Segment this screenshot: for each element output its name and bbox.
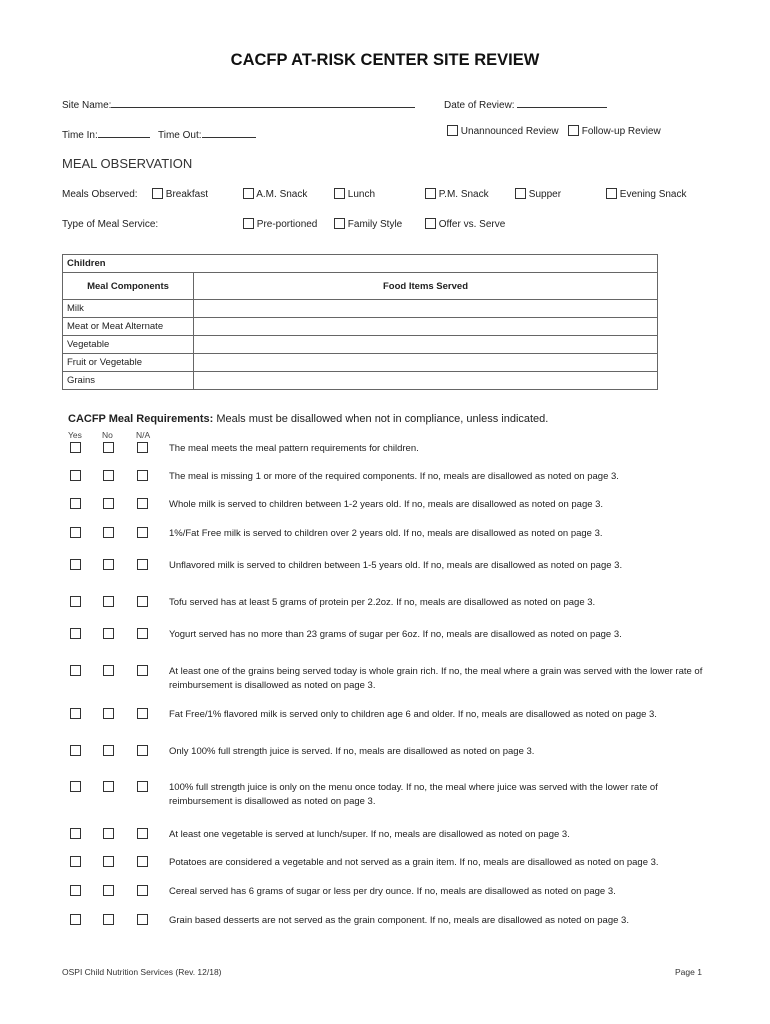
na-checkbox[interactable] <box>137 527 148 538</box>
time-out-label: Time Out: <box>158 130 202 141</box>
date-label: Date of Review: <box>444 100 515 111</box>
meal-option-supper[interactable] <box>515 188 561 200</box>
date-field[interactable] <box>444 96 607 111</box>
requirement-text: At least one vegetable is served at lunch/super. If no, meals are disallowed as noted on page 3. <box>169 829 570 840</box>
yes-checkbox[interactable] <box>70 856 81 867</box>
time-in-line[interactable] <box>98 126 150 138</box>
food-item-cell[interactable] <box>194 336 658 354</box>
lunch-checkbox[interactable] <box>334 188 345 199</box>
component-cell: Fruit or Vegetable <box>63 354 194 372</box>
requirement-text: 1%/Fat Free milk is served to children over 2 years old. If no, meals are disallowed as noted on page 3. <box>169 528 603 539</box>
no-checkbox[interactable] <box>103 596 114 607</box>
pm-snack-checkbox[interactable] <box>425 188 436 199</box>
no-checkbox[interactable] <box>103 885 114 896</box>
yes-checkbox[interactable] <box>70 498 81 509</box>
meal-label: A.M. Snack <box>256 189 308 200</box>
na-checkbox[interactable] <box>137 498 148 509</box>
na-column-label: N/A <box>136 430 151 440</box>
table-row <box>63 354 658 372</box>
requirement-text: Fat Free/1% flavored milk is served only to children age 6 and older. If no, meals are disallowed as noted on page 3. <box>169 709 657 720</box>
meal-label: Evening Snack <box>619 189 687 200</box>
meal-option-lunch[interactable] <box>334 188 375 200</box>
evening-snack-checkbox[interactable] <box>606 188 617 199</box>
time-out-field[interactable] <box>158 126 256 141</box>
component-cell: Milk <box>63 300 194 318</box>
service-option-pre-portioned[interactable] <box>243 218 317 230</box>
yes-checkbox[interactable] <box>70 442 81 453</box>
component-cell: Grains <box>63 372 194 390</box>
na-checkbox[interactable] <box>137 442 148 453</box>
na-checkbox[interactable] <box>137 745 148 756</box>
yes-checkbox[interactable] <box>70 828 81 839</box>
requirements-heading-rest: Meals must be disallowed when not in compliance, unless indicated. <box>213 413 549 425</box>
no-column-label: No <box>102 430 113 440</box>
unannounced-label: Unannounced Review <box>460 126 559 137</box>
site-name-line[interactable] <box>111 96 415 108</box>
na-checkbox[interactable] <box>137 470 148 481</box>
service-type-label: Type of Meal Service: <box>62 219 159 230</box>
yes-checkbox[interactable] <box>70 527 81 538</box>
na-checkbox[interactable] <box>137 914 148 925</box>
requirement-text: Yogurt served has no more than 23 grams of sugar per 6oz. If no, meals are disallowed as noted on page 3. <box>169 629 622 640</box>
requirements-heading-bold: CACFP Meal Requirements: <box>68 413 214 425</box>
yes-checkbox[interactable] <box>70 745 81 756</box>
food-item-cell[interactable] <box>194 354 658 372</box>
yes-checkbox[interactable] <box>70 914 81 925</box>
table-row <box>63 300 658 318</box>
offer-vs-serve-checkbox[interactable] <box>425 218 436 229</box>
yes-checkbox[interactable] <box>70 781 81 792</box>
requirements-heading <box>68 413 548 425</box>
yes-checkbox[interactable] <box>70 628 81 639</box>
na-checkbox[interactable] <box>137 559 148 570</box>
no-checkbox[interactable] <box>103 628 114 639</box>
followup-option[interactable] <box>568 125 661 137</box>
meal-label: Lunch <box>347 189 376 200</box>
breakfast-checkbox[interactable] <box>152 188 163 199</box>
meal-label: Supper <box>528 189 562 200</box>
meal-option-am-snack[interactable] <box>243 188 307 200</box>
na-checkbox[interactable] <box>137 885 148 896</box>
requirement-text: Tofu served has at least 5 grams of protein per 2.2oz. If no, meals are disallowed as noted on page 3. <box>169 597 596 608</box>
site-name-field[interactable] <box>62 96 415 111</box>
meal-option-pm-snack[interactable] <box>425 188 489 200</box>
no-checkbox[interactable] <box>103 470 114 481</box>
yes-checkbox[interactable] <box>70 885 81 896</box>
service-label: Pre-portioned <box>256 219 318 230</box>
na-checkbox[interactable] <box>137 708 148 719</box>
meal-label: Breakfast <box>165 189 209 200</box>
unannounced-checkbox[interactable] <box>447 125 458 136</box>
food-item-cell[interactable] <box>194 300 658 318</box>
page-title: CACFP AT-RISK CENTER SITE REVIEW <box>230 51 540 69</box>
supper-checkbox[interactable] <box>515 188 526 199</box>
unannounced-option[interactable] <box>447 125 559 137</box>
followup-label: Follow-up Review <box>581 126 661 137</box>
no-checkbox[interactable] <box>103 781 114 792</box>
table-row <box>63 336 658 354</box>
requirement-text: Only 100% full strength juice is served. If no, meals are disallowed as noted on page 3. <box>169 746 535 757</box>
requirement-text: Whole milk is served to children between 1-2 years old. If no, meals are disallowed as noted on page 3. <box>169 499 604 510</box>
food-items-header: Food Items Served <box>194 273 658 300</box>
pre-portioned-checkbox[interactable] <box>243 218 254 229</box>
meals-observed-label: Meals Observed: <box>62 189 138 200</box>
no-checkbox[interactable] <box>103 708 114 719</box>
no-checkbox[interactable] <box>103 745 114 756</box>
yes-checkbox[interactable] <box>70 470 81 481</box>
footer-revision: OSPI Child Nutrition Services (Rev. 12/18) <box>62 967 222 977</box>
no-checkbox[interactable] <box>103 828 114 839</box>
meal-option-evening-snack[interactable] <box>606 188 687 200</box>
service-option-offer-vs-serve[interactable] <box>425 218 505 230</box>
na-checkbox[interactable] <box>137 596 148 607</box>
requirement-text: The meal is missing 1 or more of the required components. If no, meals are disallowed as noted on page 3. <box>169 471 619 482</box>
yes-checkbox[interactable] <box>70 708 81 719</box>
no-checkbox[interactable] <box>103 559 114 570</box>
requirement-text: 100% full strength juice is only on the menu once today. If no, the meal where juice was served with the lower rate of reimbursement is disallowed as noted on page 3. <box>169 782 658 807</box>
requirement-text: Cereal served has 6 grams of sugar or less per dry ounce. If no, meals are disallowed as noted on page 3. <box>169 886 616 897</box>
date-line[interactable] <box>517 96 607 108</box>
requirement-text: Grain based desserts are not served as the grain component. If no, meals are disallowed as noted on page 3. <box>169 915 629 926</box>
na-checkbox[interactable] <box>137 781 148 792</box>
no-checkbox[interactable] <box>103 914 114 925</box>
no-checkbox[interactable] <box>103 498 114 509</box>
table-row <box>63 318 658 336</box>
footer-page-number: Page 1 <box>675 967 702 977</box>
service-label: Offer vs. Serve <box>438 219 506 230</box>
no-checkbox[interactable] <box>103 442 114 453</box>
na-checkbox[interactable] <box>137 665 148 676</box>
followup-checkbox[interactable] <box>568 125 579 136</box>
meal-components-table <box>62 254 658 390</box>
site-name-label: Site Name: <box>62 100 112 111</box>
no-checkbox[interactable] <box>103 527 114 538</box>
table-row <box>63 372 658 390</box>
food-item-cell[interactable] <box>194 318 658 336</box>
service-label: Family Style <box>347 219 403 230</box>
requirement-text: Unflavored milk is served to children between 1-5 years old. If no, meals are disallowed as noted on page 3. <box>169 560 623 571</box>
yes-checkbox[interactable] <box>70 665 81 676</box>
no-checkbox[interactable] <box>103 665 114 676</box>
na-checkbox[interactable] <box>137 628 148 639</box>
food-item-cell[interactable] <box>194 372 658 390</box>
na-checkbox[interactable] <box>137 856 148 867</box>
meal-label: P.M. Snack <box>438 189 489 200</box>
yes-checkbox[interactable] <box>70 596 81 607</box>
na-checkbox[interactable] <box>137 828 148 839</box>
meal-components-header: Meal Components <box>63 273 194 300</box>
time-in-label: Time In: <box>62 130 98 141</box>
meal-observation-heading: MEAL OBSERVATION <box>62 156 193 171</box>
no-checkbox[interactable] <box>103 856 114 867</box>
component-cell: Meat or Meat Alternate <box>63 318 194 336</box>
table-title: Children <box>63 255 658 273</box>
yes-column-label: Yes <box>68 430 82 440</box>
meal-option-breakfast[interactable] <box>152 188 208 200</box>
requirement-text: At least one of the grains being served today is whole grain rich. If no, the meal where a grain was served with the lower rate of reimbursement is disallowed as noted on page 3. <box>169 666 703 691</box>
am-snack-checkbox[interactable] <box>243 188 254 199</box>
service-option-family-style[interactable] <box>334 218 402 230</box>
component-cell: Vegetable <box>63 336 194 354</box>
family-style-checkbox[interactable] <box>334 218 345 229</box>
time-in-field[interactable] <box>62 126 150 141</box>
yes-checkbox[interactable] <box>70 559 81 570</box>
time-out-line[interactable] <box>202 126 256 138</box>
requirement-text: Potatoes are considered a vegetable and not served as a grain item. If no, meals are disallowed as noted on page 3. <box>169 857 659 868</box>
requirement-text: The meal meets the meal pattern requirements for children. <box>169 443 419 454</box>
